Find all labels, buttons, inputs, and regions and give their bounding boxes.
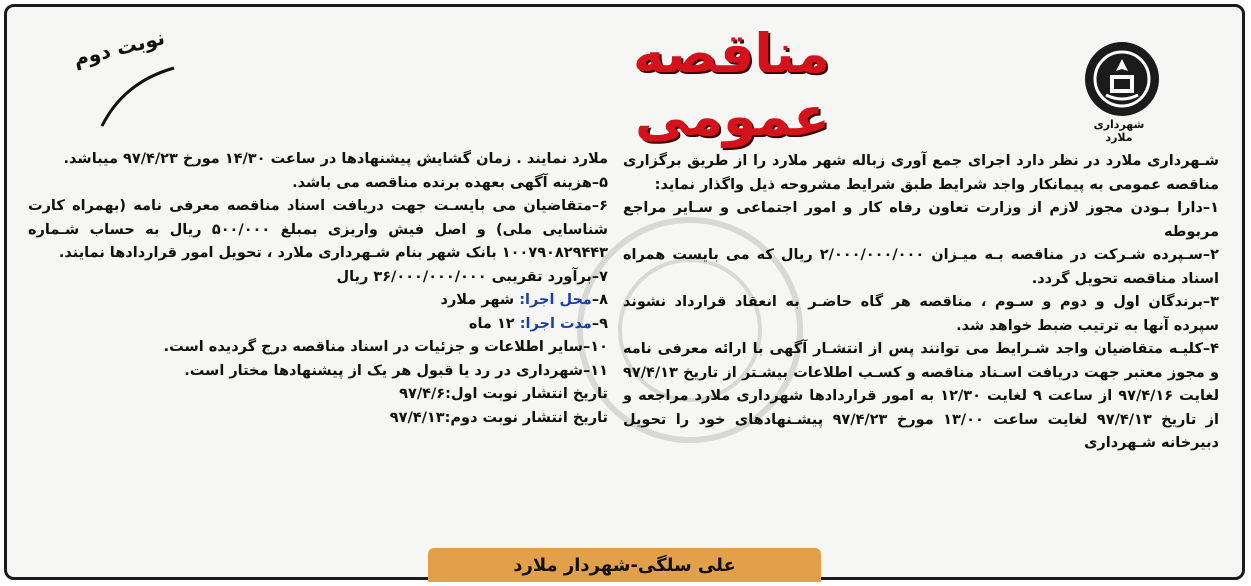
notice-left-column xyxy=(28,148,608,430)
item8-value: شهر ملارد xyxy=(440,292,520,308)
intro-paragraph: شـهرداری ملارد در نظر دارد اجرای جمع آوری زباله شهر ملارد را از طریق برگزاری مناقصه عمومی به پیمانکار واجد شرایط طبق شرایط مشروحه ذیل واگذار نماید: xyxy=(623,153,1219,193)
condition-item-10: ۱۰–سایر اطلاعات و جزئیات در اسناد مناقصه درج گردیده است. xyxy=(163,339,608,355)
continuation-paragraph: ملارد نمایند . زمان گشایش پیشنهادها در ساعت ۱۴/۳۰ مورخ ۹۷/۴/۲۳ میباشد. xyxy=(63,151,608,167)
condition-item-1: ۱–دارا بـودن مجوز لازم از وزارت تعاون رفاه کار و امور اجتماعی و سـایر مراجع مربوطه xyxy=(623,200,1219,240)
logo-caption: شهرداری ملارد xyxy=(1093,118,1145,144)
item9-number: ۹– xyxy=(591,315,608,332)
page-title: مناقصه عمومی xyxy=(632,22,830,148)
municipality-seal-icon xyxy=(1085,42,1159,116)
second-publish-date: تاریخ انتشار نوبت دوم:۹۷/۴/۱۳ xyxy=(389,409,608,426)
condition-item-2: ۲–سـپرده شـرکت در مناقصه بـه میـزان ۲/۰۰۰/۰۰۰/۰۰۰ ریال که می بایست همراه اسناد مناقصه تحویل گردد. xyxy=(623,247,1219,287)
round-underline-icon xyxy=(94,62,184,132)
condition-item-7: ۷–برآورد تقریبی ۳۶/۰۰۰/۰۰۰/۰۰۰ ریال xyxy=(336,268,608,285)
mayor-signature: علی سلگی-شهردار ملارد xyxy=(428,548,821,582)
item8-label: محل اجرا: xyxy=(519,292,592,308)
condition-item-9 xyxy=(28,313,608,337)
condition-item-6: ۶–متقاضیان می بایسـت جهت دریافت اسناد مناقصه معرفی نامه (بهمراه کارت شناسایی ملی) و اصل فیش واریزی بمبلغ ۵۰۰/۰۰۰ ریال به حساب شـماره ۱۰۰۷۹۰۸۲۹۴۴۳ بانک شهر بنام شـهرداری ملارد ، تحویل امور قراردادها نمایند. xyxy=(28,198,608,261)
condition-item-5: ۵–هزینه آگهی بعهده برنده مناقصه می باشد. xyxy=(292,174,608,191)
notice-right-column xyxy=(623,150,1219,456)
condition-item-11: ۱۱–شهرداری در رد یا قبول هر یک از پیشنهادها مختار است. xyxy=(184,362,608,379)
item8-number: ۸– xyxy=(591,292,608,308)
condition-item-8 xyxy=(28,289,608,313)
item9-label: مدت اجرا: xyxy=(519,315,592,332)
item9-value: ۱۲ ماه xyxy=(468,315,520,332)
round-label: نوبت دوم xyxy=(70,25,168,71)
condition-item-3: ۳–برندگان اول و دوم و سـوم ، مناقصه هر گاه حاضـر به انعقاد قرارداد نشوند سپرده آنها به ترتیب ضبط خواهد شد. xyxy=(623,294,1219,334)
first-publish-date: تاریخ انتشار نوبت اول:۹۷/۴/۶ xyxy=(399,386,608,402)
condition-item-4: ۴–کلیـه متقاضیان واجد شـرایط می توانند پس از انتشـار آگهی با ارائه معرفی نامه و مجوز معتبر جهت دریافت اسـناد مناقصه و کسـب اطلاعات بیشـتر از تاریخ ۹۷/۴/۱۳ لغایت ۹۷/۴/۱۶ از ساعت ۹ لغایت ۱۲/۳۰ به امور قراردادها شهرداری ملارد مراجعه و از تاریخ ۹۷/۴/۱۳ لغایت ساعت ۱۳/۰۰ مورخ ۹۷/۴/۲۳ پیشـنهادهای خود را تحویل دبیرخانه شـهرداری xyxy=(623,341,1220,451)
